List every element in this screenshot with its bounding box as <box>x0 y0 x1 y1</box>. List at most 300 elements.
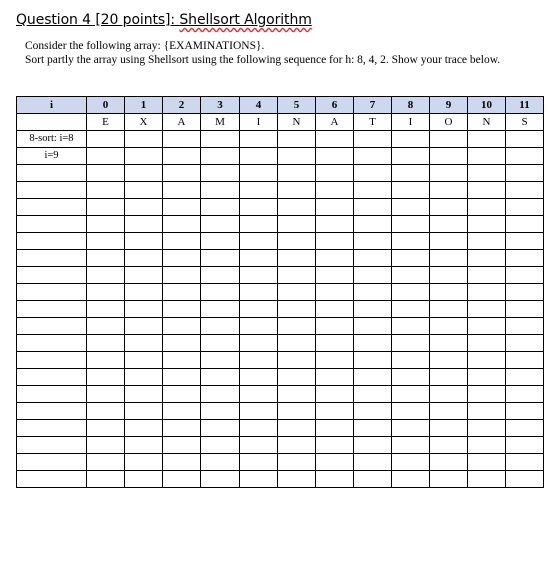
trace-cell <box>506 369 544 386</box>
row-label <box>17 165 87 182</box>
trace-cell <box>278 267 316 284</box>
trace-cell <box>163 369 201 386</box>
trace-row <box>17 403 544 420</box>
trace-cell <box>354 301 392 318</box>
trace-cell <box>430 199 468 216</box>
trace-cell <box>240 352 278 369</box>
trace-cell <box>278 318 316 335</box>
trace-cell <box>316 335 354 352</box>
trace-cell <box>163 318 201 335</box>
trace-cell <box>278 335 316 352</box>
trace-cell <box>506 131 544 148</box>
header-cell: 10 <box>468 97 506 114</box>
trace-cell <box>163 165 201 182</box>
trace-cell <box>354 386 392 403</box>
row-label <box>17 437 87 454</box>
trace-cell <box>125 148 163 165</box>
trace-cell <box>125 284 163 301</box>
trace-cell <box>87 471 125 488</box>
trace-cell <box>278 165 316 182</box>
trace-cell <box>125 454 163 471</box>
trace-cell <box>430 250 468 267</box>
trace-cell <box>201 148 240 165</box>
question-title: Shellsort Algorithm <box>179 12 312 28</box>
trace-cell <box>316 420 354 437</box>
trace-cell <box>87 301 125 318</box>
header-row <box>17 97 544 114</box>
trace-cell <box>506 284 544 301</box>
trace-row <box>17 284 544 301</box>
trace-cell <box>392 318 430 335</box>
array-cell: I <box>240 114 278 131</box>
trace-cell <box>125 420 163 437</box>
trace-cell <box>87 165 125 182</box>
trace-row <box>17 131 544 148</box>
trace-cell <box>506 352 544 369</box>
trace-cell <box>392 301 430 318</box>
question-description <box>25 39 500 67</box>
trace-cell <box>125 335 163 352</box>
trace-cell <box>278 471 316 488</box>
trace-cell <box>163 454 201 471</box>
trace-cell <box>163 267 201 284</box>
trace-row <box>17 216 544 233</box>
row-label <box>17 471 87 488</box>
trace-cell <box>201 131 240 148</box>
trace-cell <box>125 301 163 318</box>
trace-cell <box>430 369 468 386</box>
trace-cell <box>430 454 468 471</box>
trace-cell <box>506 233 544 250</box>
trace-cell <box>87 148 125 165</box>
trace-row <box>17 267 544 284</box>
row-label: 8-sort: i=8 <box>17 131 87 148</box>
header-cell: 0 <box>87 97 125 114</box>
trace-cell <box>468 233 506 250</box>
trace-cell <box>354 420 392 437</box>
trace-cell <box>125 165 163 182</box>
trace-cell <box>163 216 201 233</box>
trace-cell <box>240 437 278 454</box>
trace-cell <box>201 369 240 386</box>
trace-cell <box>87 199 125 216</box>
question-heading <box>16 12 312 28</box>
row-label <box>17 284 87 301</box>
trace-cell <box>316 369 354 386</box>
header-cell: 4 <box>240 97 278 114</box>
trace-cell <box>125 267 163 284</box>
trace-row <box>17 420 544 437</box>
question-prefix: Question 4 [20 points]: <box>16 12 180 28</box>
trace-cell <box>392 199 430 216</box>
trace-cell <box>468 403 506 420</box>
trace-cell <box>506 454 544 471</box>
trace-cell <box>354 335 392 352</box>
trace-cell <box>87 131 125 148</box>
trace-cell <box>163 182 201 199</box>
trace-cell <box>316 318 354 335</box>
trace-cell <box>354 250 392 267</box>
trace-cell <box>316 267 354 284</box>
description-line-1: Consider the following array: {EXAMINATIONS}. <box>25 40 265 52</box>
trace-cell <box>163 403 201 420</box>
trace-cell <box>354 318 392 335</box>
trace-cell <box>354 284 392 301</box>
trace-cell <box>278 216 316 233</box>
trace-cell <box>430 318 468 335</box>
trace-cell <box>87 233 125 250</box>
row-label <box>17 216 87 233</box>
trace-cell <box>506 420 544 437</box>
trace-cell <box>468 335 506 352</box>
trace-cell <box>430 131 468 148</box>
trace-cell <box>430 267 468 284</box>
trace-cell <box>201 284 240 301</box>
shellsort-trace-table <box>16 96 544 488</box>
trace-cell <box>316 148 354 165</box>
trace-cell <box>201 199 240 216</box>
trace-cell <box>201 454 240 471</box>
trace-cell <box>506 199 544 216</box>
trace-cell <box>392 352 430 369</box>
trace-cell <box>240 420 278 437</box>
trace-cell <box>125 250 163 267</box>
trace-cell <box>278 148 316 165</box>
trace-cell <box>392 165 430 182</box>
trace-cell <box>163 420 201 437</box>
trace-row <box>17 471 544 488</box>
trace-cell <box>392 267 430 284</box>
trace-row <box>17 352 544 369</box>
trace-cell <box>354 148 392 165</box>
trace-cell <box>468 369 506 386</box>
trace-cell <box>240 131 278 148</box>
trace-cell <box>392 420 430 437</box>
trace-cell <box>240 165 278 182</box>
trace-cell <box>468 318 506 335</box>
row-label <box>17 318 87 335</box>
trace-cell <box>240 148 278 165</box>
trace-cell <box>87 318 125 335</box>
array-cell: A <box>316 114 354 131</box>
trace-cell <box>240 386 278 403</box>
trace-cell <box>201 403 240 420</box>
trace-cell <box>125 216 163 233</box>
row-label <box>17 267 87 284</box>
trace-cell <box>316 386 354 403</box>
trace-cell <box>278 131 316 148</box>
trace-cell <box>392 233 430 250</box>
trace-cell <box>430 284 468 301</box>
trace-cell <box>468 437 506 454</box>
trace-cell <box>278 403 316 420</box>
header-cell: 11 <box>506 97 544 114</box>
row-label <box>17 403 87 420</box>
trace-cell <box>506 471 544 488</box>
trace-cell <box>125 437 163 454</box>
trace-cell <box>316 182 354 199</box>
trace-cell <box>316 454 354 471</box>
trace-cell <box>316 471 354 488</box>
trace-cell <box>468 131 506 148</box>
initial-array-row <box>17 114 544 131</box>
description-line-2: Sort partly the array using Shellsort using the following sequence for h: 8, 4, 2. Show your trace below. <box>25 54 501 66</box>
trace-cell <box>354 216 392 233</box>
trace-cell <box>354 369 392 386</box>
trace-cell <box>468 301 506 318</box>
trace-cell <box>392 335 430 352</box>
trace-cell <box>201 318 240 335</box>
trace-cell <box>354 233 392 250</box>
trace-cell <box>87 182 125 199</box>
trace-cell <box>240 182 278 199</box>
trace-cell <box>201 437 240 454</box>
trace-cell <box>506 301 544 318</box>
trace-cell <box>430 216 468 233</box>
trace-cell <box>240 335 278 352</box>
trace-cell <box>163 233 201 250</box>
trace-cell <box>201 386 240 403</box>
row-label <box>17 454 87 471</box>
trace-cell <box>201 301 240 318</box>
trace-cell <box>201 216 240 233</box>
trace-cell <box>468 352 506 369</box>
row-label: i=9 <box>17 148 87 165</box>
trace-row <box>17 454 544 471</box>
trace-cell <box>506 216 544 233</box>
trace-cell <box>430 182 468 199</box>
trace-cell <box>163 437 201 454</box>
trace-row <box>17 318 544 335</box>
trace-cell <box>392 148 430 165</box>
trace-cell <box>354 131 392 148</box>
trace-cell <box>392 250 430 267</box>
row-label <box>17 114 87 131</box>
trace-cell <box>468 386 506 403</box>
trace-cell <box>87 437 125 454</box>
array-cell: T <box>354 114 392 131</box>
trace-cell <box>354 352 392 369</box>
trace-cell <box>316 199 354 216</box>
header-cell: 2 <box>163 97 201 114</box>
trace-cell <box>278 182 316 199</box>
row-label <box>17 301 87 318</box>
trace-cell <box>163 301 201 318</box>
header-cell: 5 <box>278 97 316 114</box>
trace-cell <box>87 369 125 386</box>
trace-cell <box>125 233 163 250</box>
trace-cell <box>163 352 201 369</box>
trace-cell <box>125 199 163 216</box>
trace-cell <box>354 403 392 420</box>
array-cell: N <box>468 114 506 131</box>
row-label <box>17 369 87 386</box>
header-cell: 3 <box>201 97 240 114</box>
trace-cell <box>354 199 392 216</box>
trace-cell <box>506 250 544 267</box>
trace-cell <box>392 369 430 386</box>
trace-cell <box>240 284 278 301</box>
trace-cell <box>87 250 125 267</box>
row-label <box>17 250 87 267</box>
trace-cell <box>163 335 201 352</box>
trace-cell <box>201 250 240 267</box>
trace-cell <box>316 301 354 318</box>
trace-cell <box>430 471 468 488</box>
trace-cell <box>392 454 430 471</box>
trace-cell <box>125 471 163 488</box>
array-cell: M <box>201 114 240 131</box>
trace-cell <box>278 199 316 216</box>
trace-cell <box>163 148 201 165</box>
row-label <box>17 352 87 369</box>
trace-cell <box>430 386 468 403</box>
header-cell: 9 <box>430 97 468 114</box>
trace-cell <box>278 369 316 386</box>
trace-cell <box>163 284 201 301</box>
trace-cell <box>87 284 125 301</box>
trace-cell <box>240 216 278 233</box>
trace-cell <box>163 199 201 216</box>
trace-cell <box>240 301 278 318</box>
trace-cell <box>468 284 506 301</box>
trace-cell <box>278 233 316 250</box>
trace-cell <box>468 454 506 471</box>
row-label <box>17 199 87 216</box>
trace-cell <box>354 471 392 488</box>
trace-cell <box>506 386 544 403</box>
trace-cell <box>87 454 125 471</box>
trace-cell <box>201 267 240 284</box>
trace-cell <box>316 284 354 301</box>
trace-cell <box>392 182 430 199</box>
trace-cell <box>316 437 354 454</box>
row-label <box>17 386 87 403</box>
array-cell: N <box>278 114 316 131</box>
trace-cell <box>468 471 506 488</box>
array-cell: E <box>87 114 125 131</box>
trace-row <box>17 386 544 403</box>
trace-cell <box>506 318 544 335</box>
trace-cell <box>506 165 544 182</box>
trace-cell <box>240 471 278 488</box>
trace-cell <box>354 165 392 182</box>
trace-cell <box>125 403 163 420</box>
trace-row <box>17 199 544 216</box>
header-cell: i <box>17 97 87 114</box>
trace-cell <box>468 267 506 284</box>
trace-row <box>17 233 544 250</box>
trace-row <box>17 148 544 165</box>
trace-cell <box>87 267 125 284</box>
header-cell: 7 <box>354 97 392 114</box>
trace-cell <box>354 454 392 471</box>
trace-cell <box>392 403 430 420</box>
trace-cell <box>506 437 544 454</box>
trace-row <box>17 250 544 267</box>
trace-cell <box>430 148 468 165</box>
array-cell: S <box>506 114 544 131</box>
trace-cell <box>201 165 240 182</box>
trace-cell <box>506 403 544 420</box>
trace-cell <box>392 284 430 301</box>
trace-cell <box>163 131 201 148</box>
trace-cell <box>201 182 240 199</box>
array-cell: A <box>163 114 201 131</box>
trace-cell <box>468 250 506 267</box>
trace-cell <box>316 216 354 233</box>
array-cell: O <box>430 114 468 131</box>
trace-cell <box>240 199 278 216</box>
trace-cell <box>240 318 278 335</box>
row-label <box>17 420 87 437</box>
trace-cell <box>468 420 506 437</box>
trace-cell <box>278 454 316 471</box>
trace-cell <box>240 267 278 284</box>
trace-cell <box>201 335 240 352</box>
trace-cell <box>163 471 201 488</box>
trace-cell <box>163 386 201 403</box>
trace-cell <box>468 148 506 165</box>
trace-cell <box>87 420 125 437</box>
trace-row <box>17 437 544 454</box>
trace-cell <box>87 335 125 352</box>
header-cell: 1 <box>125 97 163 114</box>
trace-cell <box>468 182 506 199</box>
trace-row <box>17 301 544 318</box>
trace-cell <box>87 386 125 403</box>
array-cell: I <box>392 114 430 131</box>
trace-cell <box>125 352 163 369</box>
trace-cell <box>87 216 125 233</box>
trace-cell <box>354 182 392 199</box>
trace-cell <box>392 216 430 233</box>
trace-cell <box>278 250 316 267</box>
trace-row <box>17 335 544 352</box>
trace-cell <box>125 131 163 148</box>
trace-cell <box>240 233 278 250</box>
trace-cell <box>278 284 316 301</box>
trace-cell <box>506 267 544 284</box>
row-label <box>17 335 87 352</box>
trace-cell <box>392 437 430 454</box>
trace-cell <box>125 182 163 199</box>
trace-cell <box>316 131 354 148</box>
row-label <box>17 182 87 199</box>
trace-cell <box>392 471 430 488</box>
header-cell: 6 <box>316 97 354 114</box>
trace-cell <box>392 386 430 403</box>
trace-cell <box>278 420 316 437</box>
trace-cell <box>316 165 354 182</box>
trace-cell <box>392 131 430 148</box>
trace-cell <box>430 165 468 182</box>
trace-row <box>17 182 544 199</box>
trace-cell <box>240 403 278 420</box>
trace-cell <box>430 233 468 250</box>
trace-cell <box>468 216 506 233</box>
trace-cell <box>163 250 201 267</box>
trace-cell <box>506 182 544 199</box>
trace-cell <box>506 148 544 165</box>
trace-cell <box>316 233 354 250</box>
trace-cell <box>87 403 125 420</box>
trace-cell <box>278 386 316 403</box>
trace-cell <box>430 420 468 437</box>
trace-cell <box>354 267 392 284</box>
trace-cell <box>278 352 316 369</box>
trace-cell <box>87 352 125 369</box>
